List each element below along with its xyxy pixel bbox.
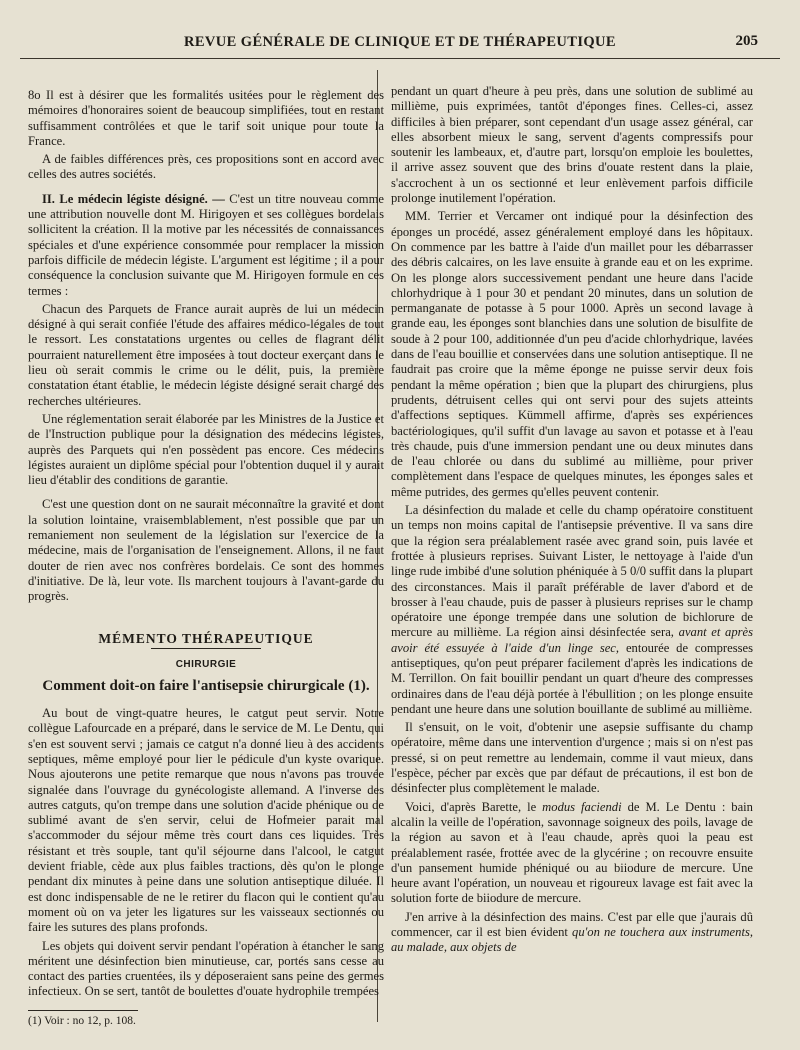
- footnote: (1) Voir : no 12, p. 108.: [28, 1014, 136, 1027]
- page-number: 205: [735, 33, 758, 49]
- section-rule: [151, 648, 261, 649]
- paragraph-text: C'est un titre nouveau comme une attribution nouvelle dont M. Hirigoyen et ses collègues bordelais sollicitent la création. Il la motive par les nécessités de connaissances spéciales et d'une expérience consommée pour remplacer la mission parfois difficile de médecin légiste. L'argument est légitime ; il a pour conséquence la conclusion suivante que M. Hirigoyen formule en ces termes :: [28, 191, 384, 298]
- paragraph: pendant un quart d'heure à peu près, dans une solution de sublimé au millième, puis exprimées, tantôt d'éponges fines. Celles-ci, assez difficiles à bien préparer, sont cependant d'un usage assez général, car elles absorbent mieux le sang, servent d'agents compressifs pour soutenir les lambeaux, et, d'autre part, lorsqu'on emploie les boulettes, il arrive assez souvent que des brins d'ouate restent dans la plaie, s'accrochent à un os sectionné et leur enlèvement parfois difficile prolonge inutilement l'opération.: [391, 84, 753, 206]
- italic-text: avant et après avoir été essuyée à l'aide d'un linge sec,: [391, 625, 754, 655]
- page-header: [20, 30, 780, 59]
- paragraph: Au bout de vingt-quatre heures, le catgut peut servir. Notre collègue Lafourcade en a préparé, dans le service de M. Le Dentu, qui s'en est souvent servi ; jamais ce catgut n'a donné lieu à des accidents septiques, même employé pour lier le pédicule d'un kyste ovarique. Nous ajouterons une petite remarque que nous n'avons pas trouvée signalée dans l'ouvrage du gynécologiste allemand. A l'inverse des autres catguts, qu'on trempe dans une solution d'acide phénique ou de sublimé avant de s'en servir, celui de Hofmeier parait mal s'accommoder du séjour même très court dans ces liquides. Très résistant et très souple, tant qu'il séjourne dans l'alcool, le catgut devient friable, cède aux plus faibles tractions, dès qu'on le plonge pendant dix minutes à peine dans une solution antiseptique diluée. Il est donc indispensable de ne le retirer du flacon qui le contient qu'au moment où on va jeter les ligatures sur les vaisseaux sectionnés ou faire les sutures des plans profonds.: [28, 706, 384, 935]
- quoted-paragraph: Chacun des Parquets de France aurait auprès de lui un médecin désigné à qui serait confiée l'étude des affaires médico-légales de tout le ressort. Les constatations urgentes ou celles de flagrant délit pourraient naturellement être imposées à tout docteur exerçant dans le lieu où serait commis le crime ou le délit, puis, la première constatation étant établie, le médecin légiste désigné serait chargé des recherches ultérieures.: [28, 301, 384, 408]
- paragraph: [391, 910, 753, 956]
- section-heading: MÉMENTO THÉRAPEUTIQUE: [98, 630, 314, 646]
- right-column: [391, 84, 753, 959]
- paragraph: C'est une question dont on ne saurait méconnaître la gravité et dont la solution lointaine, vraisemblablement, n'est possible que par un remaniement non seulement de la législation sur l'exercice de la médecine, mais de l'organisation de l'enseignement. Allons, il ne faut douter de rien avec nos confrères bordelais. Ce sont des hommes d'initiative. De là, leur vote. Ils marchent toujours à l'avant-garde du progrès.: [28, 497, 384, 604]
- quoted-paragraph: Une réglementation serait élaborée par les Ministres de la Justice et de l'Instruction publique pour la désignation des médecins légistes, auprès des Parquets qui n'en possèdent pas encore. Ces médecins légistes auraient un diplôme spécial pour l'obtention duquel il y aurait lieu d'établir des conditions de garantie.: [28, 411, 384, 488]
- footnote-rule: [28, 1010, 138, 1011]
- paragraph: [391, 503, 753, 717]
- inline-heading: II. Le médecin légiste désigné. —: [42, 191, 225, 206]
- paragraph-text: de M. Le Dentu : bain alcalin la veille de l'opération, savonnage soigneux des poils, lavage de la région au savon et à l'eau chaude, après quoi la peau est préalablement rasée, frottée avec de la glycérine ; on recouvre ensuite d'un pansement humide phéniqué ou au biiodure de mercure. Une heure avant l'opération, un nouveau et rigoureux lavage est fait avec la solution forte de biiodure de mercure.: [391, 799, 753, 906]
- subsection-heading: CHIRURGIE: [175, 658, 237, 670]
- paragraph: 8o Il est à désirer que les formalités usitées pour le règlement des mémoires d'honoraires soient de beaucoup simplifiées, tout en restant suffisamment contrôlées et que le tarif soit unique pour toute la France.: [28, 88, 384, 148]
- paragraph-text: La désinfection du malade et celle du champ opératoire constituent un temps non moins capital de l'antisepsie préventive. Il va sans dire que la région sera préalablement rasée avec grand soin, puis lavée et frottée à plusieurs reprises. Suivant Lister, le nettoyage à l'aide d'un linge rude imbibé d'une solution phéniquée à 5 0/0 suffit dans la plupart des circonstances. Mais il paraît préférable de laver d'abord et de brosser à l'eau chaude, puis de passer à plusieurs reprises sur le champ opératoire une éponge trempée dans une solution de bichlorure de mercure au millième. La région ainsi désinfectée sera,: [391, 503, 753, 640]
- italic-text: qu'on ne touchera aux instruments, au malade, aux objets de: [391, 925, 753, 955]
- paragraph-text: Voici, d'après Barette, le: [405, 799, 537, 814]
- paragraph-text: entourée de compresses antiseptiques, qu'on peut préparer facilement d'après les indications de M. Terrillon. On fait bouillir pendant un quart d'heure des compresses ordinaires dans de l'eau déjà portée à l'ébullition ; on les plonge ensuite pendant une heure dans une solution bouillante de sublimé au millième.: [391, 640, 753, 716]
- paragraph: Il s'ensuit, on le voit, d'obtenir une asepsie suffisante du champ opératoire, même dans une intervention d'urgence ; mais si on n'est pas pressé, si on peut remettre au lendemain, comme il vaut mieux, dans l'espèce, pécher par excès que par défaut de précautions, il est bon de désinfecter plus complètement le malade.: [391, 720, 753, 796]
- paragraph: [391, 800, 753, 907]
- paragraph-text: J'en arrive à la désinfection des mains. C'est par elle que j'aurais dû commencer, car il est bien évident: [391, 909, 753, 940]
- paragraph: Les objets qui doivent servir pendant l'opération à étancher le sang méritent une désinfection bien minutieuse, car, portés sans cesse au contact des parties cruentées, ils y déposeraient sans peine des germes infectieux. On se sert, tantôt de boulettes d'ouate hydrophile trempées: [28, 938, 384, 999]
- left-column: [28, 88, 384, 1029]
- paragraph: [28, 192, 384, 299]
- running-title: REVUE GÉNÉRALE DE CLINIQUE ET DE THÉRAPEUTIQUE: [183, 34, 616, 50]
- article-title: Comment doit-on faire l'antisepsie chirurgicale (1).: [42, 678, 370, 695]
- paragraph: MM. Terrier et Vercamer ont indiqué pour la désinfection des éponges un procédé, assez généralement employé dans les hôpitaux. On commence par les battre à l'aide d'un maillet pour les débarrasser des débris calcaires, on les lave ensuite à grande eau et on les exprime. On les plonge alors successivement pendant une heure dans l'acide chlorhydrique à 1 pour 30 et pendant 20 minutes, dans un solution de permanganate de potasse à 5 pour 1000. Après un second lavage à grande eau, les éponges sont blanchies dans une solution de bisulfite de soude à 2 pour 100, additionnée d'un peu d'acide chlorhydrique, lavées dans de l'eau bouillie et conservées dans une solution antiseptique. Il ne faudrait pas croire que la même éponge ne puisse servir deux fois pendant la même opération ; bien que la plupart des chirurgiens, plus prudents, détruisent celles qui ont servi pour des sujets atteints d'affections septiques. Kümmell affirme, d'après ses expériences bactériologiques, qu'il suffit d'un lavage au savon et potasse et à l'eau très chaude, puis d'une immersion pendant une ou deux minutes dans de l'eau chlorée ou dans du sublimé au millième, pour priver complètement dans l'espace de quelques minutes, les éponges sales et même putrides, des germes qu'elles peuvent contenir.: [391, 209, 753, 499]
- paragraph: A de faibles différences près, ces propositions sont en accord avec celles des autres sociétés.: [28, 152, 384, 182]
- italic-text: modus faciendi: [542, 799, 622, 814]
